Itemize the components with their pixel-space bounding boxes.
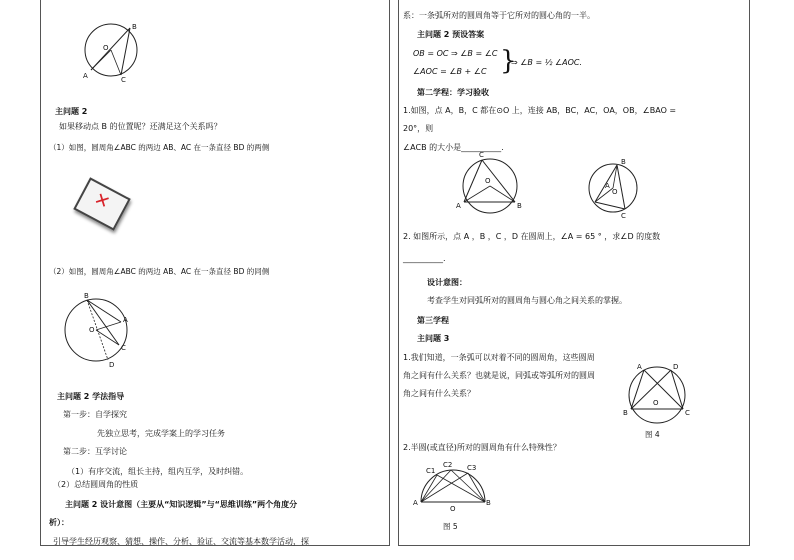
fig4-label-d: D xyxy=(673,363,679,371)
fig5-label-a: A xyxy=(413,499,418,507)
label-d2: D xyxy=(109,361,115,369)
label-c: C xyxy=(121,76,126,84)
label-o2: O xyxy=(89,326,95,334)
guide-title: 主问题 2 学法指导 xyxy=(57,392,125,401)
label-a: A xyxy=(83,72,88,80)
fig1-label-a: A xyxy=(456,202,461,210)
label-b2: B xyxy=(84,292,89,300)
circle-figure-bottom xyxy=(61,292,131,369)
q3-line-2: 角之间有什么关系？也就是说，同弧或等弧所对的圆周 xyxy=(403,371,595,380)
design-intent-line-1: 主问题 2 设计意图（主要从“知识逻辑”与“思维训练”两个角度分 xyxy=(65,500,298,509)
problem-1-line-3: ∠ACB 的大小是__________. xyxy=(403,143,504,152)
problem-1-line-1: 1.如图，点 A，B，C 都在⊙O 上，连接 AB，BC，AC，OA，OB，∠BAO = xyxy=(403,106,677,115)
step-2-a: （1）有序交流，组长主持，组内互学，及时纠错。 xyxy=(67,467,249,476)
fig4-label-b: B xyxy=(623,409,628,417)
step-1-detail: 先独立思考，完成学案上的学习任务 xyxy=(97,429,225,438)
brace: } xyxy=(500,46,517,76)
problem-1-figure-b xyxy=(587,158,639,220)
figure-4 xyxy=(623,363,690,425)
broken-image-icon: ✕ xyxy=(73,177,131,230)
fig5-label-o: O xyxy=(450,505,456,513)
fig4-label-a: A xyxy=(637,363,642,371)
label-o: O xyxy=(103,44,109,52)
relation-text: 系：一条弧所对的圆周角等于它所对的圆心角的一半。 xyxy=(403,11,595,20)
step-2: 第二步：互学讨论 xyxy=(63,447,127,456)
left-column xyxy=(40,0,390,546)
label-c2: C xyxy=(121,344,126,352)
design-text: 考查学生对同弧所对的圆周角与圆心角之间关系的掌握。 xyxy=(427,296,627,305)
step-1: 第一步：自学探究 xyxy=(63,410,127,419)
fig4-label-c: C xyxy=(685,409,690,417)
step-2-b: （2）总结圆周角的性质 xyxy=(53,480,139,489)
eq-result: ⇒ ∠B = ½ ∠AOC. xyxy=(511,58,583,67)
bottom-line: 引导学生经历观察、猜想、操作、分析、验证、交流等基本数学活动，探 xyxy=(53,537,309,546)
fig5-label-c3: C3 xyxy=(467,464,477,472)
q3-line-4: 2.半圆(或直径)所对的圆周角有什么特殊性？ xyxy=(403,443,561,452)
fig1-label-o: O xyxy=(485,177,491,185)
q3-line-3: 角之间有什么关系？ xyxy=(403,389,475,398)
label-b: B xyxy=(132,23,137,31)
q2-prompt: 如果移动点 B 的位置呢？还满足这个关系吗？ xyxy=(59,122,222,131)
answer-title: 主问题 2 预设答案 xyxy=(417,30,485,39)
q3-title: 主问题 3 xyxy=(417,334,450,343)
eq-2: ∠AOC = ∠B + ∠C xyxy=(413,67,487,76)
problem-2-line-1: 2. 如图所示，点 A ，B ，C ，D 在圆周上，∠A = 65 ° ，求∠D 的度数 xyxy=(403,232,661,241)
fig5-label-c2: C2 xyxy=(443,461,453,469)
fig2-label-a: A xyxy=(605,182,610,190)
fig2-label-o: O xyxy=(612,188,618,196)
problem-1-line-2: 20°，则 xyxy=(403,124,434,133)
design-intent-line-2: 析）： xyxy=(49,518,69,527)
figure-4-caption: 图 4 xyxy=(645,430,660,439)
fig2-label-b: B xyxy=(621,158,626,166)
case-2-text: （2）如图，圆周角∠ABC 的两边 AB、AC 在一条直径 BD 的同侧 xyxy=(49,267,270,276)
stage-2-title: 第二学程：学习验收 xyxy=(417,88,489,97)
fig5-label-c1: C1 xyxy=(426,467,436,475)
right-column xyxy=(398,0,750,546)
problem-2-line-2: __________. xyxy=(403,254,446,263)
fig5-label-b: B xyxy=(486,499,491,507)
fig2-label-c: C xyxy=(621,212,626,220)
fig4-label-o: O xyxy=(653,399,659,407)
case-1-text: （1）如图，圆周角∠ABC 的两边 AB、AC 在一条直径 BD 的两侧 xyxy=(49,143,270,152)
stage-3-title: 第三学程 xyxy=(417,316,449,325)
figure-5 xyxy=(413,462,493,512)
fig1-label-c: C xyxy=(479,151,484,159)
q3-line-1: 1.我们知道，一条弧可以对着不同的圆周角，这些圆周 xyxy=(403,353,595,362)
problem-1-figure-a xyxy=(455,151,525,214)
figure-5-caption: 图 5 xyxy=(443,522,458,531)
fig1-label-b: B xyxy=(517,202,522,210)
design-title: 设计意图： xyxy=(427,278,467,287)
q2-title: 主问题 2 xyxy=(55,107,88,116)
eq-1: OB = OC ⇒ ∠B = ∠C xyxy=(413,49,498,58)
label-a2: A xyxy=(123,316,128,324)
circle-figure-top xyxy=(81,20,141,82)
